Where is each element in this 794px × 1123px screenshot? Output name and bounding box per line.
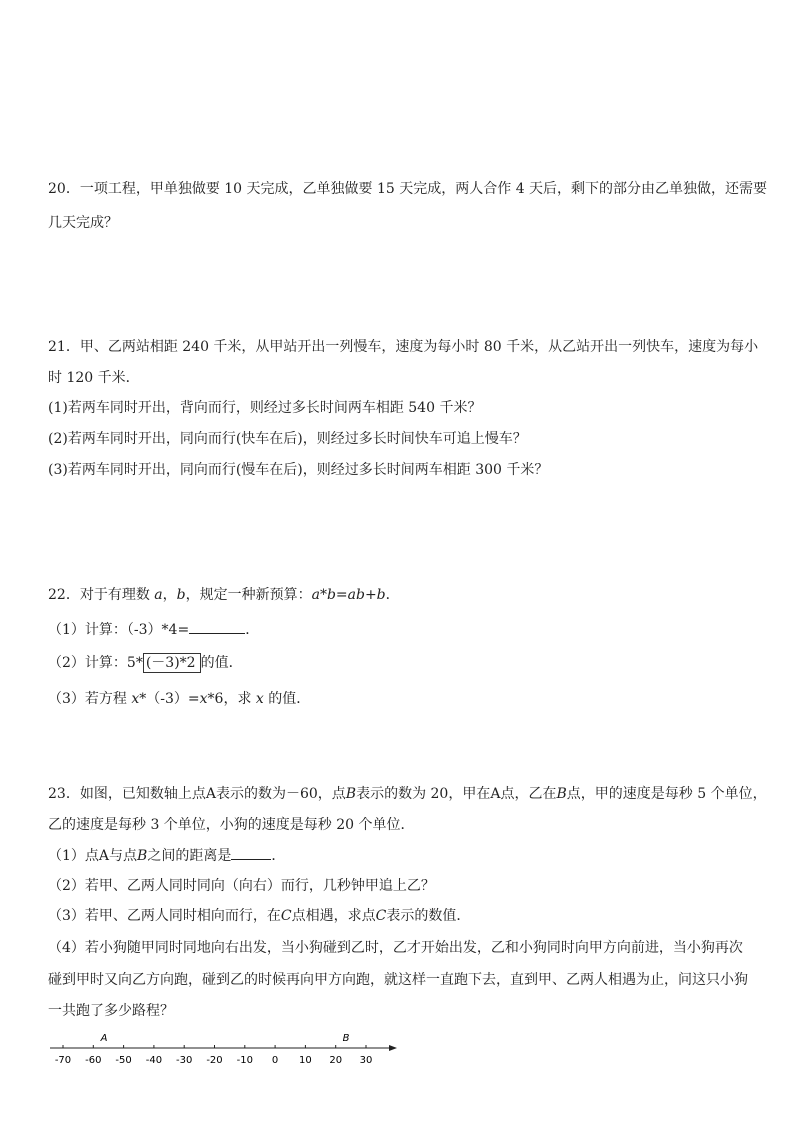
q22-part1: （1）计算：（-3）*4= ． [48, 619, 259, 640]
tick-label: -70 [54, 1055, 72, 1066]
tick-label: 0 [271, 1055, 279, 1066]
tick-label: -30 [176, 1055, 193, 1066]
q21-line2: 时 120 千米． [48, 370, 140, 386]
arrow-right-icon [389, 1045, 397, 1051]
q23-line2: 乙的速度是每秒 3 个单位，小狗的速度是每秒 20 个单位． [48, 817, 415, 833]
q20-line1: 20．一项工程，甲单独做要 10 天完成，乙单独做要 15 天完成，两人合作 4 天后，剩下的部分由乙单独做，还需要 [48, 181, 768, 197]
q22-stem: 22．对于有理数 a，b，规定一种新预算：a*b=ab+b． [48, 587, 400, 603]
tick-label: -60 [85, 1055, 102, 1066]
q23-part4-line3: 一共跑了多少路程？ [48, 1003, 174, 1019]
q23-part2: （2）若甲、乙两人同时同向（向右）而行，几秒钟甲追上乙？ [48, 878, 435, 894]
tick-label: 30 [359, 1055, 373, 1066]
q21-part3: (3)若两车同时开出，同向而行(慢车在后)，则经过多长时间两车相距 300 千米？ [48, 462, 549, 478]
tick-label: -50 [115, 1055, 132, 1066]
number-line-figure [45, 1030, 405, 1070]
q23-part4-line2: 碰到甲时又向乙方向跑，碰到乙的时候再向甲方向跑，就这样一直跑下去，直到甲、乙两人相遇为止，问这只小狗 [48, 972, 748, 988]
point-b-label: B [342, 1033, 350, 1044]
q22-part3: （3）若方程 x*（-3）=x*6，求 x 的值． [48, 691, 311, 707]
tick-label: -10 [236, 1055, 253, 1066]
q22-part2: （2）计算：5* (－3)*2 的值． [48, 655, 243, 671]
q23-part3: （3）若甲、乙两人同时相向而行，在C点相遇，求点C表示的数值． [48, 908, 471, 924]
square-bracket: (－3)*2 [143, 653, 198, 673]
q21-part2: (2)若两车同时开出，同向而行(快车在后)，则经过多长时间快车可追上慢车？ [48, 431, 527, 447]
tick-label: 10 [299, 1055, 312, 1066]
tick-label: 20 [329, 1055, 343, 1066]
tick-label: -20 [206, 1055, 223, 1066]
q23-line1: 23．如图，已知数轴上点A表示的数为－60，点B表示的数为 20，甲在A点，乙在B点，甲的速度是每秒 5 个单位， [48, 786, 767, 802]
q23-part4-line1: （4）若小狗随甲同时同地向右出发，当小狗碰到乙时，乙才开始出发，乙和小狗同时向甲方向前进，当小狗再次 [48, 940, 743, 956]
answer-blank-1 [189, 619, 245, 634]
q21-part1: (1)若两车同时开出，背向而行，则经过多长时间两车相距 540 千米？ [48, 400, 482, 416]
point-a-label: A [100, 1033, 108, 1044]
answer-blank-2 [231, 845, 271, 860]
tick-label: -40 [145, 1055, 163, 1066]
q20-line2: 几天完成？ [48, 215, 118, 231]
q23-part1: （1）点A与点B之间的距离是 ． [48, 845, 285, 866]
q21-line1: 21．甲、乙两站相距 240 千米，从甲站开出一列慢车，速度为每小时 80 千米，从乙站开出一列快车，速度为每小 [48, 339, 759, 355]
